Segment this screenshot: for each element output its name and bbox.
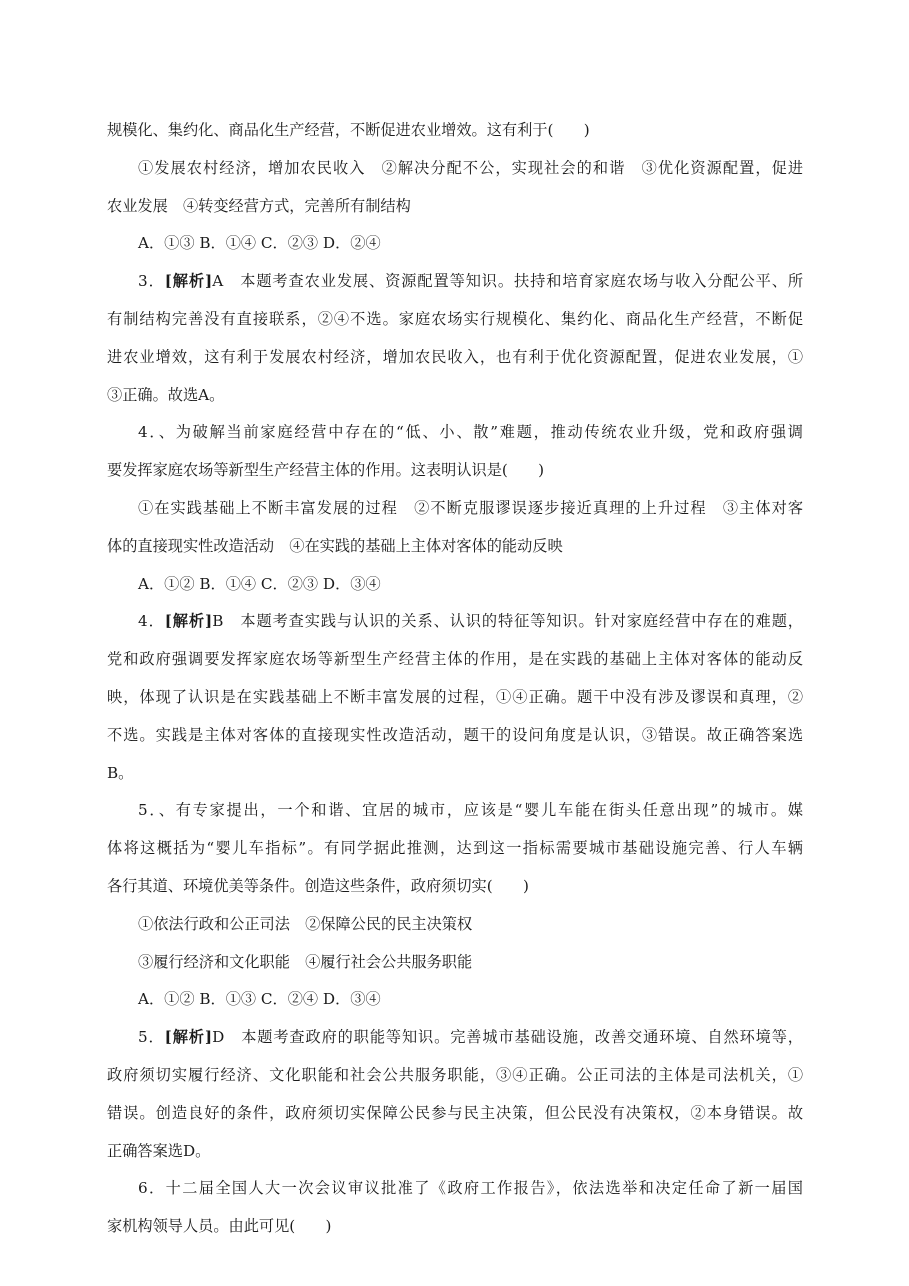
line-text: A．①③ B．①④ C．②③ D．②④ bbox=[138, 234, 381, 253]
line-text: 有制结构完善没有直接联系，②④不选。家庭农场实行规模化、集约化、商品化生产经营，不断促 bbox=[107, 309, 803, 328]
text-line bbox=[107, 150, 803, 188]
text-line bbox=[107, 679, 803, 717]
line-text: A．①② B．①④ C．②③ D．③④ bbox=[138, 574, 381, 593]
text-line bbox=[107, 301, 803, 339]
text-line bbox=[107, 603, 803, 641]
line-text: 映，体现了认识是在实践基础上不断丰富发展的过程，①④正确。题干中没有涉及谬误和真理，② bbox=[107, 687, 803, 706]
analysis-tag: [解析] bbox=[164, 612, 213, 631]
text-line bbox=[107, 339, 803, 377]
line-text: 农业发展 ④转变经营方式，完善所有制结构 bbox=[107, 196, 411, 215]
analysis-tag: [解析] bbox=[164, 272, 213, 291]
text-line bbox=[107, 906, 803, 944]
text-line bbox=[107, 1170, 803, 1208]
line-text: 错误。创造良好的条件，政府须切实保障公民参与民主决策，但公民没有决策权，②本身错误。故 bbox=[107, 1103, 803, 1122]
text-line bbox=[107, 830, 803, 868]
line-text: 家机构领导人员。由此可见( ) bbox=[107, 1217, 332, 1236]
line-text: A．①② B．①③ C．②④ D．③④ bbox=[138, 990, 381, 1009]
text-line bbox=[107, 1019, 803, 1057]
text-line bbox=[107, 868, 803, 906]
answer-number: 5． bbox=[138, 1028, 165, 1047]
line-text: 4．、为破解当前家庭经营中存在的“低、小、散”难题，推动传统农业升级，党和政府强调 bbox=[138, 423, 803, 442]
line-text: ①发展农村经济，增加农民收入 ②解决分配不公，实现社会的和谐 ③优化资源配置，促进 bbox=[138, 158, 803, 177]
text-line bbox=[107, 717, 803, 755]
text-line bbox=[107, 1133, 803, 1171]
line-text: ①在实践基础上不断丰富发展的过程 ②不断克服谬误逐步接近真理的上升过程 ③主体对客 bbox=[138, 498, 803, 517]
line-text: A 本题考查农业发展、资源配置等知识。扶持和培育家庭农场与收入分配公平、所 bbox=[212, 272, 803, 291]
line-text: 6．十二届全国人大一次会议审议批准了《政府工作报告》，依法选举和决定任命了新一届国 bbox=[138, 1179, 803, 1198]
line-text: 政府须切实履行经济、文化职能和社会公共服务职能，③④正确。公正司法的主体是司法机关，① bbox=[107, 1065, 803, 1084]
line-text: 正确答案选D。 bbox=[107, 1141, 211, 1160]
line-text: B。 bbox=[107, 763, 134, 782]
answer-number: 4． bbox=[138, 612, 165, 631]
line-text: 进农业增效，这有利于发展农村经济，增加农民收入，也有利于优化资源配置，促进农业发展，① bbox=[107, 347, 803, 366]
line-text: 5．、有专家提出，一个和谐、宜居的城市，应该是“婴儿车能在街头任意出现”的城市。媒 bbox=[138, 801, 803, 820]
analysis-tag: [解析] bbox=[164, 1028, 213, 1047]
text-line bbox=[107, 944, 803, 982]
text-line bbox=[107, 755, 803, 793]
text-line bbox=[107, 112, 803, 150]
text-line bbox=[107, 452, 803, 490]
text-line bbox=[107, 792, 803, 830]
line-text: ③履行经济和文化职能 ④履行社会公共服务职能 bbox=[138, 952, 473, 971]
line-text: 规模化、集约化、商品化生产经营，不断促进农业增效。这有利于( ) bbox=[107, 121, 590, 139]
line-text: 体将这概括为“婴儿车指标”。有同学据此推测，达到这一指标需要城市基础设施完善、行人车辆 bbox=[107, 839, 803, 858]
line-text: 要发挥家庭农场等新型生产经营主体的作用。这表明认识是( ) bbox=[107, 461, 545, 480]
line-text: B 本题考查实践与认识的关系、认识的特征等知识。针对家庭经营中存在的难题， bbox=[212, 612, 803, 631]
document-page bbox=[107, 112, 803, 1246]
text-line bbox=[107, 414, 803, 452]
line-text: D 本题考查政府的职能等知识。完善城市基础设施，改善交通环境、自然环境等， bbox=[212, 1028, 803, 1047]
line-text: ③正确。故选A。 bbox=[107, 385, 225, 404]
text-line bbox=[107, 566, 803, 604]
text-line bbox=[107, 225, 803, 263]
text-line bbox=[107, 1095, 803, 1133]
text-line bbox=[107, 1057, 803, 1095]
text-line bbox=[107, 263, 803, 301]
line-text: ①依法行政和公正司法 ②保障公民的民主决策权 bbox=[138, 914, 473, 933]
text-line bbox=[107, 641, 803, 679]
line-text: 党和政府强调要发挥家庭农场等新型生产经营主体的作用，是在实践的基础上主体对客体的能动反 bbox=[107, 650, 803, 669]
text-line bbox=[107, 377, 803, 415]
line-text: 体的直接现实性改造活动 ④在实践的基础上主体对客体的能动反映 bbox=[107, 536, 563, 555]
line-text: 不选。实践是主体对客体的直接现实性改造活动，题干的设问角度是认识，③错误。故正确答案选 bbox=[107, 725, 803, 744]
text-line bbox=[107, 188, 803, 226]
text-line bbox=[107, 981, 803, 1019]
line-text: 各行其道、环境优美等条件。创造这些条件，政府须切实( ) bbox=[107, 876, 529, 895]
answer-number: 3． bbox=[138, 272, 165, 291]
text-line bbox=[107, 1208, 803, 1246]
text-line bbox=[107, 490, 803, 528]
text-line bbox=[107, 528, 803, 566]
